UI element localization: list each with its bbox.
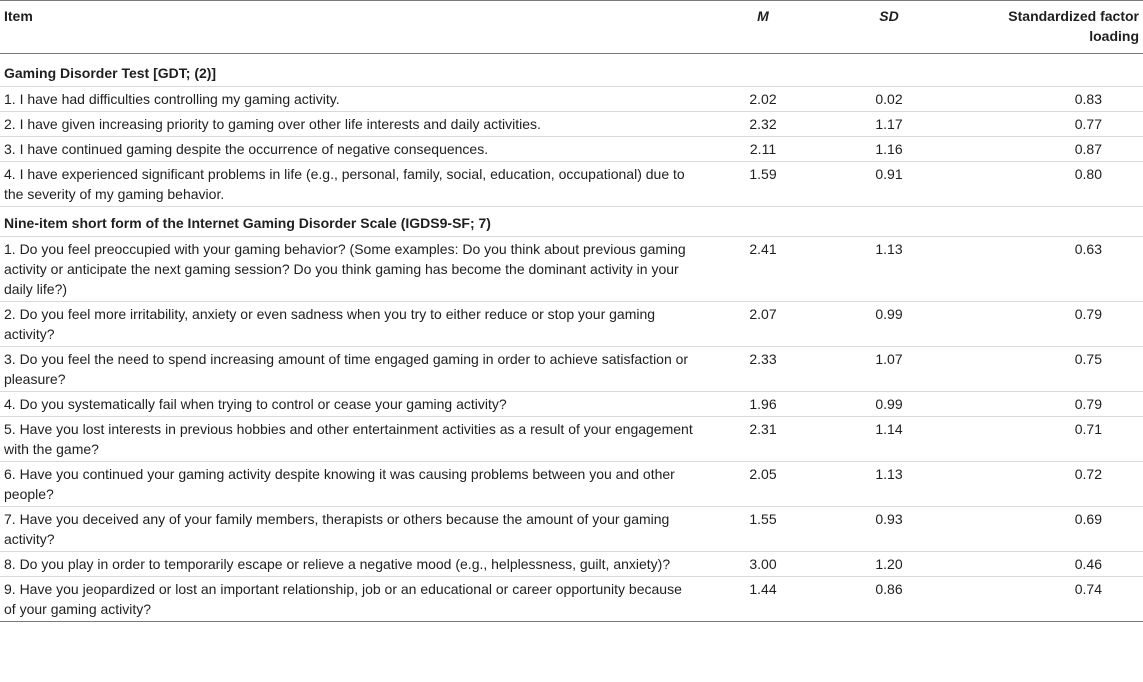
item-text-cell: 6. Have you continued your gaming activity despite knowing it was causing problems between you and other people? <box>4 466 675 502</box>
mean-cell: 2.31 <box>749 421 777 437</box>
column-header-sd: SD <box>879 8 899 24</box>
sd-cell: 1.13 <box>875 241 903 257</box>
sd-cell: 0.02 <box>875 91 903 107</box>
sd-cell: 1.20 <box>875 556 903 572</box>
table-row <box>0 347 1143 392</box>
mean-cell: 1.96 <box>749 396 777 412</box>
mean-cell: 2.32 <box>749 116 777 132</box>
item-text-cell: 5. Have you lost interests in previous hobbies and other entertainment activities as a result of your engagement with the game? <box>4 421 693 457</box>
sd-cell: 1.07 <box>875 351 903 367</box>
mean-cell: 2.07 <box>749 306 777 322</box>
table-row <box>0 392 1143 417</box>
table-row <box>0 577 1143 622</box>
table-row <box>0 507 1143 552</box>
section-title: Nine-item short form of the Internet Gaming Disorder Scale (IGDS9-SF; 7) <box>4 215 491 231</box>
table-row <box>0 462 1143 507</box>
item-text-cell: 4. I have experienced significant problems in life (e.g., personal, family, social, education, occupational) due to the severity of my gaming behavior. <box>4 166 685 202</box>
factor-loading-cell: 0.83 <box>1074 91 1102 107</box>
item-text-cell: 2. I have given increasing priority to gaming over other life interests and daily activities. <box>4 116 541 132</box>
column-header-item: Item <box>4 8 33 24</box>
item-text-cell: 3. Do you feel the need to spend increasing amount of time engaged gaming in order to achieve satisfaction or pleasure? <box>4 351 689 387</box>
mean-cell: 2.02 <box>749 91 777 107</box>
item-text-cell: 4. Do you systematically fail when trying to control or cease your gaming activity? <box>4 396 507 412</box>
table-row <box>0 417 1143 462</box>
factor-loading-cell: 0.79 <box>1074 396 1102 412</box>
item-text-cell: 3. I have continued gaming despite the occurrence of negative consequences. <box>4 141 489 157</box>
factor-loading-cell: 0.74 <box>1074 581 1102 597</box>
table-row <box>0 87 1143 112</box>
factor-loading-cell: 0.71 <box>1074 421 1102 437</box>
section-header-row <box>0 54 1143 87</box>
mean-cell: 1.59 <box>749 166 777 182</box>
table-row <box>0 552 1143 577</box>
table-row <box>0 302 1143 347</box>
item-text-cell: 2. Do you feel more irritability, anxiety or even sadness when you try to either reduce or stop your gaming activity? <box>4 306 656 342</box>
sd-cell: 0.86 <box>875 581 903 597</box>
sd-cell: 0.93 <box>875 511 903 527</box>
table-body <box>0 54 1143 622</box>
sd-cell: 1.16 <box>875 141 903 157</box>
section-title: Gaming Disorder Test [GDT; (2)] <box>4 65 217 81</box>
header-row <box>0 1 1143 54</box>
item-text-cell: 8. Do you play in order to temporarily escape or relieve a negative mood (e.g., helplessness, guilt, anxiety)? <box>4 556 671 572</box>
factor-loading-cell: 0.79 <box>1074 306 1102 322</box>
item-text-cell: 1. I have had difficulties controlling my gaming activity. <box>4 91 340 107</box>
sd-cell: 1.17 <box>875 116 903 132</box>
mean-cell: 2.41 <box>749 241 777 257</box>
column-header-mean: M <box>757 8 769 24</box>
sd-cell: 1.13 <box>875 466 903 482</box>
factor-loading-cell: 0.63 <box>1074 241 1102 257</box>
sd-cell: 0.91 <box>875 166 903 182</box>
mean-cell: 1.44 <box>749 581 777 597</box>
table-header <box>0 1 1143 54</box>
sd-cell: 0.99 <box>875 396 903 412</box>
factor-loading-cell: 0.87 <box>1074 141 1102 157</box>
table-row <box>0 162 1143 207</box>
factor-loading-cell: 0.80 <box>1074 166 1102 182</box>
mean-cell: 2.05 <box>749 466 777 482</box>
factor-loading-cell: 0.75 <box>1074 351 1102 367</box>
column-header-loading: Standardized factor loading <box>1008 8 1139 44</box>
factor-loading-cell: 0.77 <box>1074 116 1102 132</box>
mean-cell: 3.00 <box>749 556 777 572</box>
mean-cell: 2.11 <box>749 141 777 157</box>
table-row <box>0 112 1143 137</box>
sd-cell: 0.99 <box>875 306 903 322</box>
item-text-cell: 7. Have you deceived any of your family members, therapists or others because the amount of your gaming activity? <box>4 511 670 547</box>
table-row <box>0 137 1143 162</box>
item-text-cell: 1. Do you feel preoccupied with your gaming behavior? (Some examples: Do you think about previous gaming activity or anticipate the next gaming session? Do you think gaming has become the dominant activity in your daily life?) <box>4 241 686 297</box>
mean-cell: 1.55 <box>749 511 777 527</box>
section-header-row <box>0 207 1143 237</box>
table-row <box>0 237 1143 302</box>
factor-loading-cell: 0.72 <box>1074 466 1102 482</box>
sd-cell: 1.14 <box>875 421 903 437</box>
mean-cell: 2.33 <box>749 351 777 367</box>
factor-loading-cell: 0.69 <box>1074 511 1102 527</box>
factor-loading-cell: 0.46 <box>1074 556 1102 572</box>
item-text-cell: 9. Have you jeopardized or lost an important relationship, job or an educational or career opportunity because of your gaming activity? <box>4 581 682 617</box>
